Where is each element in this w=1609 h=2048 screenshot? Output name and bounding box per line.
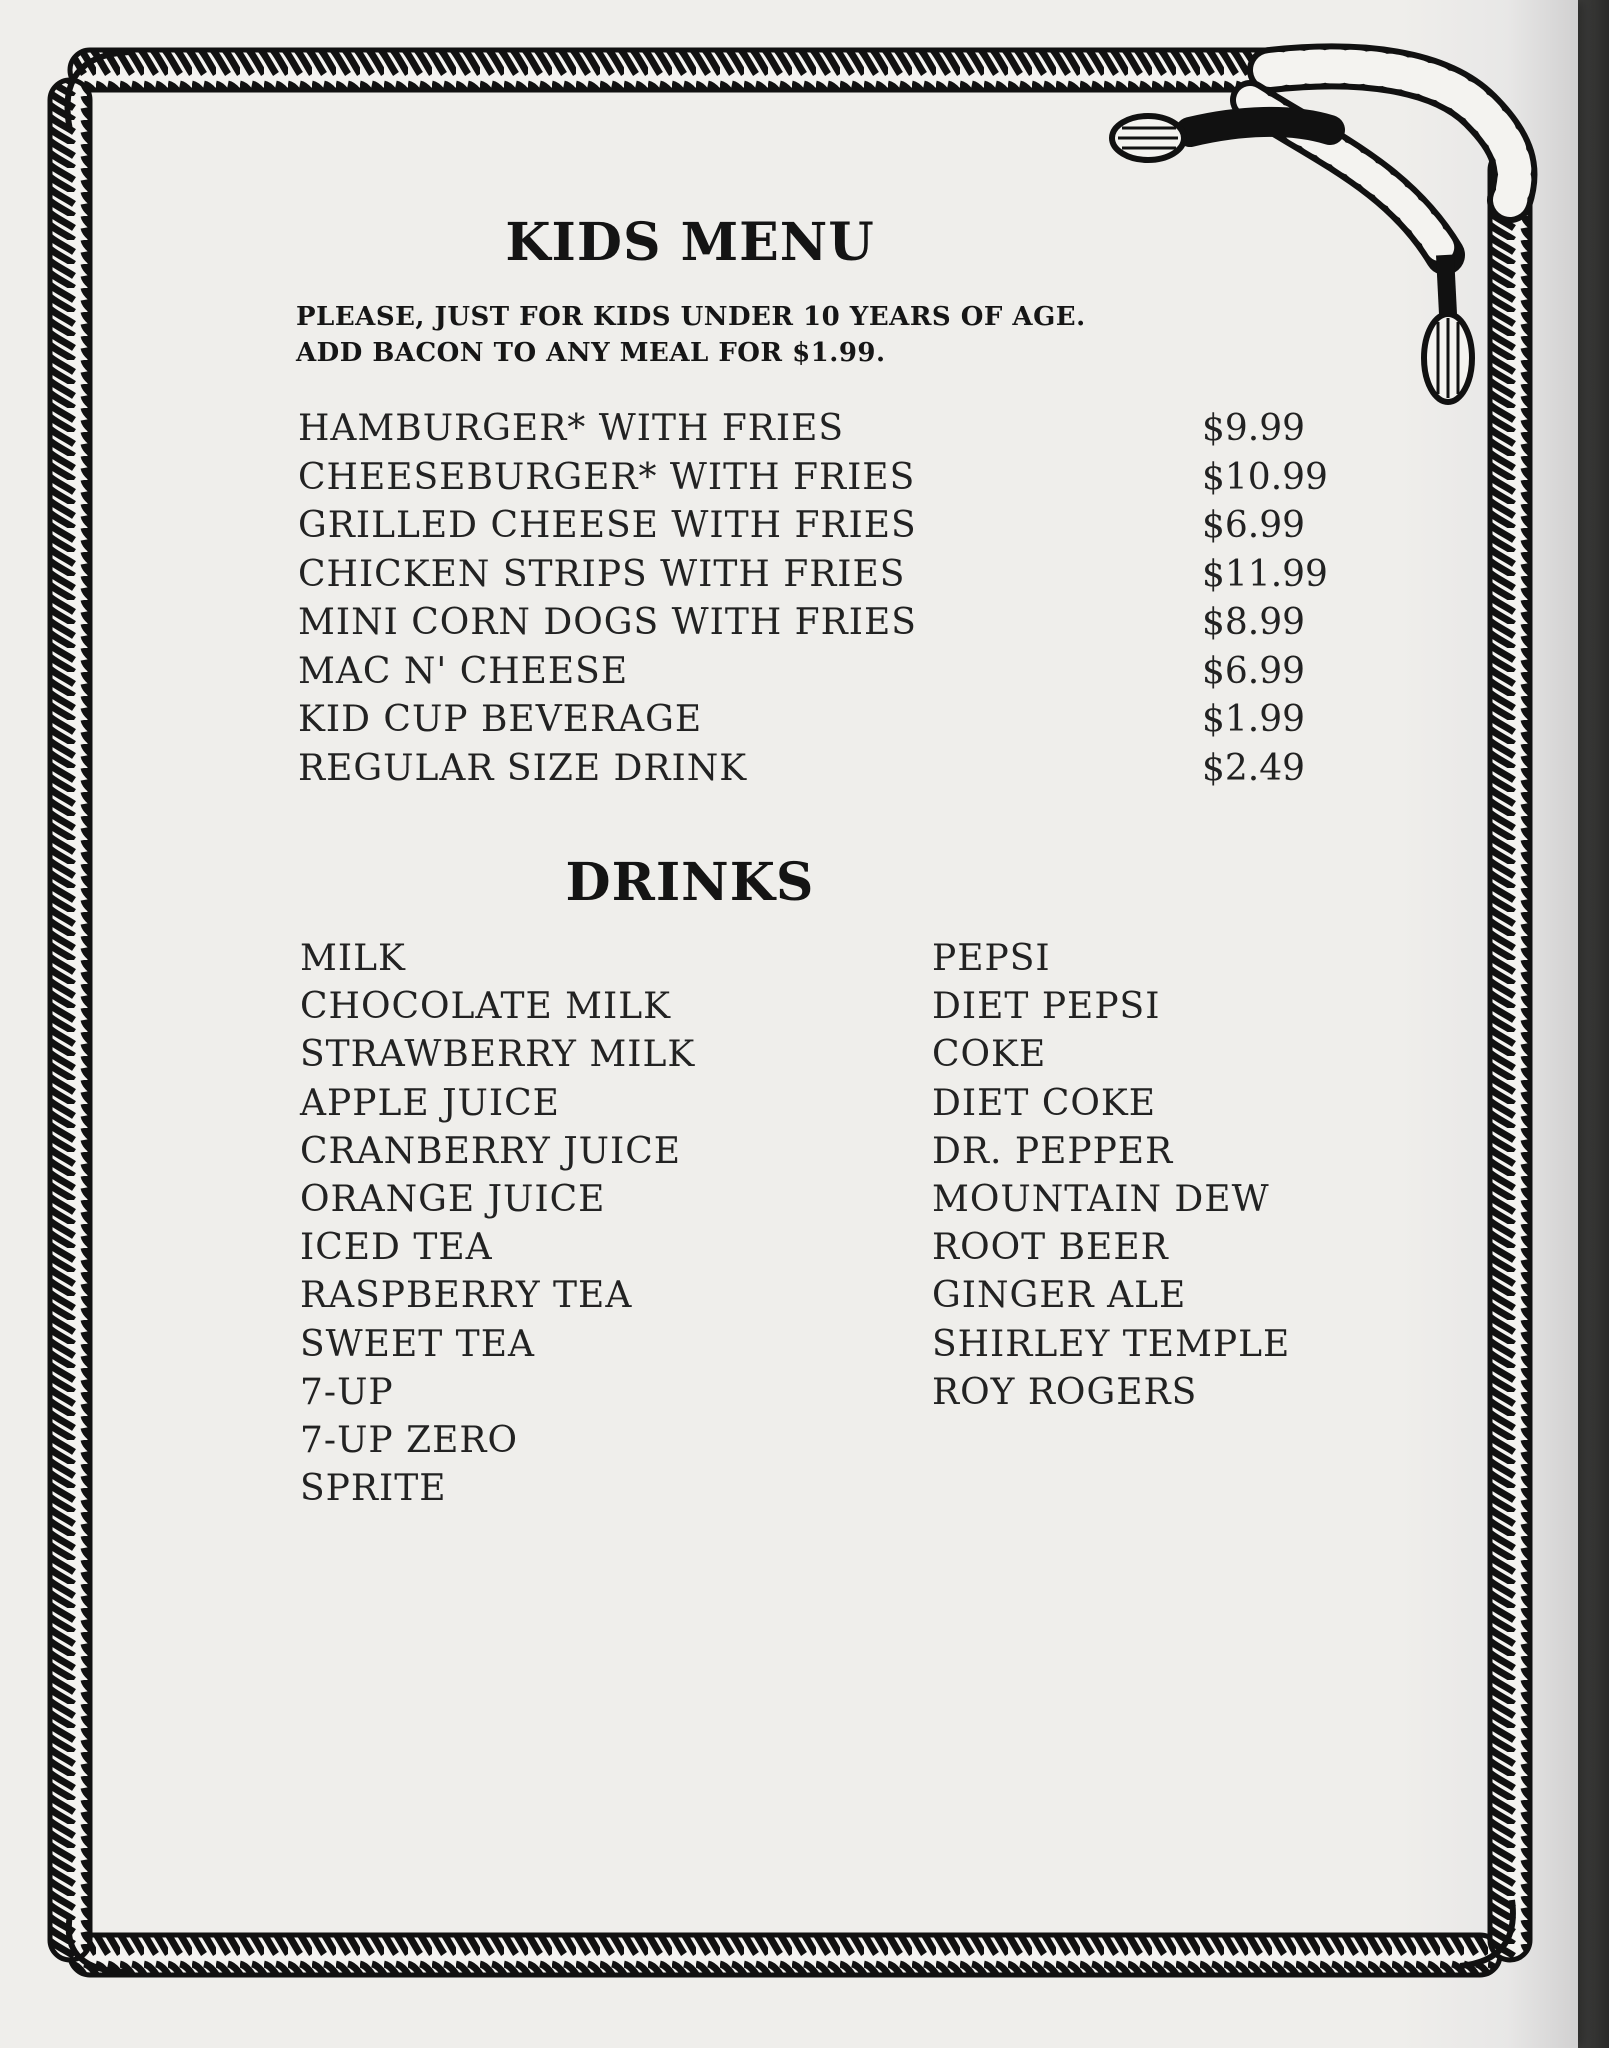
drink-item: SHIRLEY TEMPLE — [932, 1323, 1291, 1365]
menu-item-price: $6.99 — [1202, 505, 1306, 546]
menu-item-price: $6.99 — [1202, 650, 1306, 692]
drink-item: ROOT BEER — [932, 1227, 1169, 1269]
kids-menu-items — [298, 408, 1358, 796]
menu-item — [298, 505, 1358, 554]
drink-item: CRANBERRY JUICE — [300, 1130, 682, 1172]
drink-item: DIET COKE — [932, 1082, 1157, 1124]
drink-item: SPRITE — [300, 1468, 447, 1510]
menu-item-name: KID CUP BEVERAGE — [298, 699, 703, 740]
menu-item — [298, 748, 1358, 797]
drink-item: RASPBERRY TEA — [300, 1275, 633, 1317]
drink-item: MOUNTAIN DEW — [932, 1178, 1270, 1220]
menu-item-name: CHICKEN STRIPS WITH FRIES — [298, 553, 906, 595]
drink-item: MILK — [300, 938, 406, 979]
menu-item — [298, 408, 1358, 457]
menu-item-name: MINI CORN DOGS WITH FRIES — [298, 602, 917, 643]
menu-item-name: GRILLED CHEESE WITH FRIES — [298, 505, 917, 546]
drink-item: APPLE JUICE — [300, 1082, 560, 1124]
menu-item — [298, 457, 1358, 506]
menu-item-price: $10.99 — [1202, 456, 1328, 498]
drinks-list-right — [932, 938, 1290, 1420]
drink-item: SWEET TEA — [300, 1323, 535, 1365]
drinks-title: DRINKS — [565, 852, 815, 913]
rope-right — [1490, 150, 1530, 1960]
menu-item-name: CHEESEBURGER* WITH FRIES — [298, 456, 916, 498]
drink-item: GINGER ALE — [932, 1275, 1187, 1317]
menu-item — [298, 651, 1358, 700]
kids-menu-title: KIDS MENU — [505, 212, 875, 273]
drink-item: 7-UP — [300, 1371, 394, 1413]
menu-item-price: $8.99 — [1202, 602, 1306, 643]
rope-top — [70, 50, 1290, 90]
menu-item-price: $11.99 — [1202, 553, 1328, 595]
rope-left — [50, 80, 90, 1960]
menu-item-name: HAMBURGER* WITH FRIES — [298, 408, 845, 449]
drink-item: ROY ROGERS — [932, 1371, 1198, 1413]
menu-item-name: REGULAR SIZE DRINK — [298, 747, 748, 789]
drink-item: 7-UP ZERO — [300, 1419, 518, 1461]
menu-item-name: MAC N' CHEESE — [298, 650, 629, 692]
drink-item: CHOCOLATE MILK — [300, 986, 672, 1028]
bacon-addon-note: ADD BACON TO ANY MEAL FOR $1.99. — [296, 338, 886, 368]
menu-item-price: $9.99 — [1202, 408, 1306, 449]
menu-item-price: $1.99 — [1202, 699, 1306, 740]
drinks-list-left — [300, 938, 695, 1516]
drink-item: STRAWBERRY MILK — [300, 1034, 696, 1076]
rope-bottom — [70, 1935, 1500, 1975]
menu-item — [298, 602, 1358, 651]
drink-item: DR. PEPPER — [932, 1130, 1174, 1172]
menu-item-price: $2.49 — [1202, 747, 1306, 789]
menu-item — [298, 699, 1358, 748]
drink-item: COKE — [932, 1034, 1047, 1076]
drink-item: PEPSI — [932, 938, 1051, 979]
kids-age-note: PLEASE, JUST FOR KIDS UNDER 10 YEARS OF AGE. — [296, 302, 1086, 332]
drink-item: ORANGE JUICE — [300, 1178, 606, 1220]
drink-item: ICED TEA — [300, 1227, 493, 1269]
menu-item — [298, 554, 1358, 603]
drink-item: DIET PEPSI — [932, 986, 1161, 1028]
